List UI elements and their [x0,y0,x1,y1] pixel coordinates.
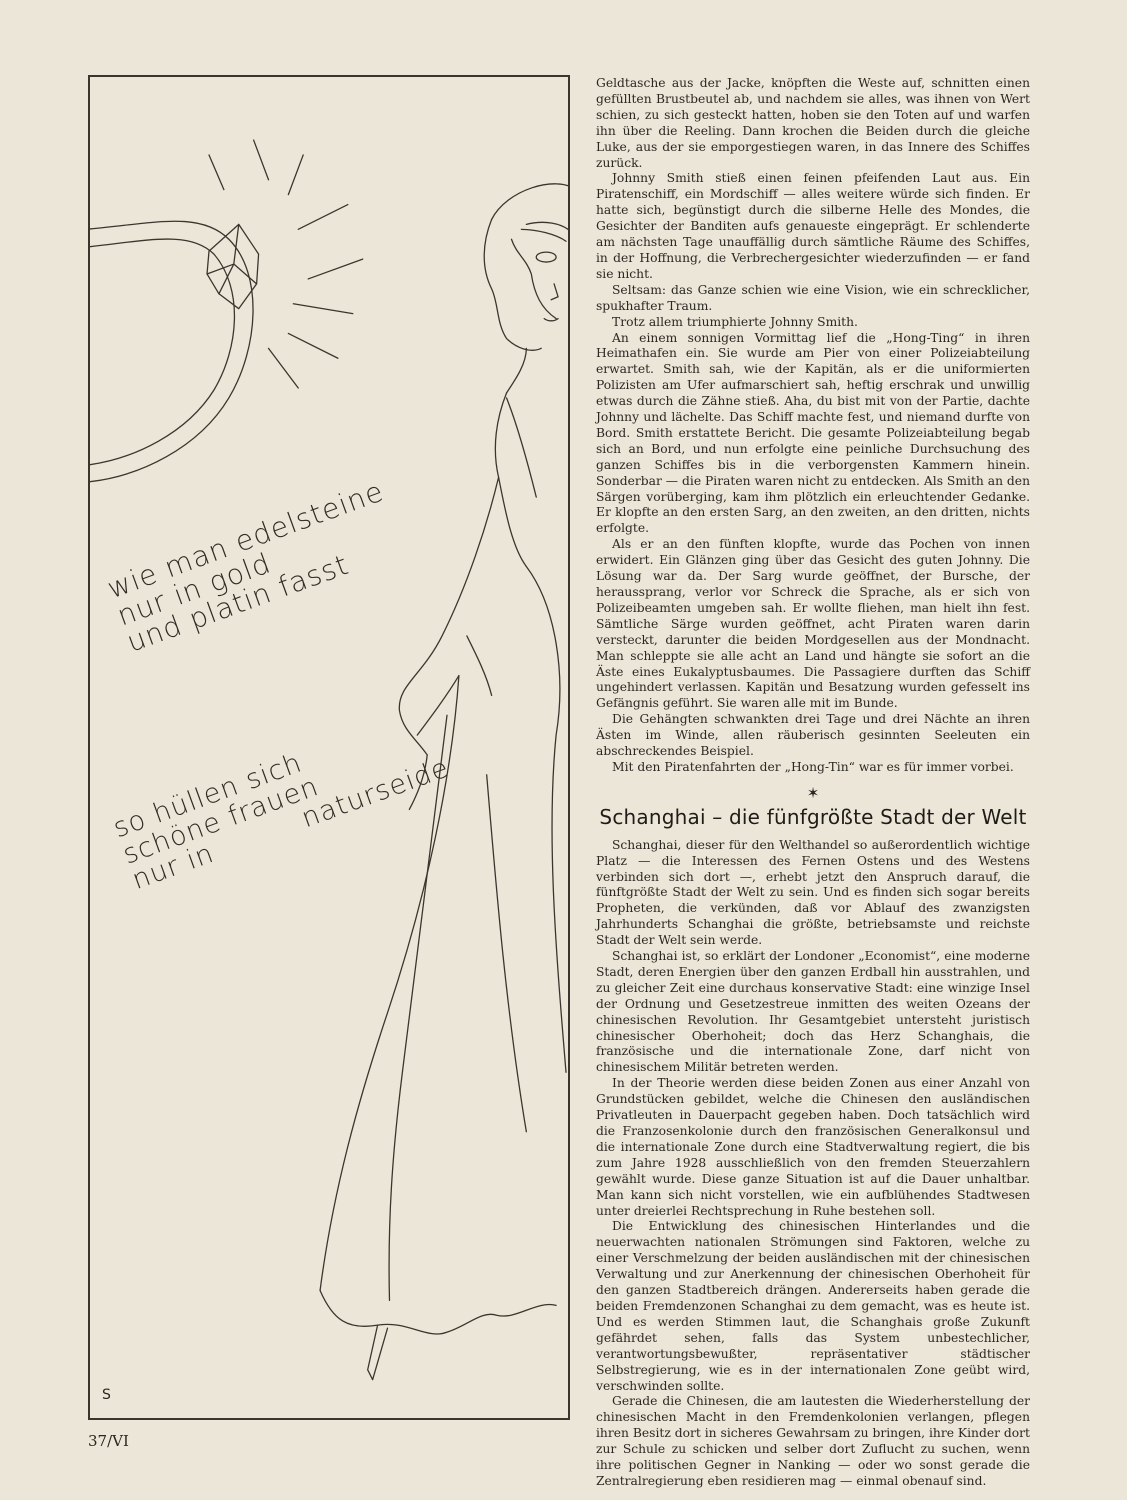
ring-icon [90,221,259,482]
ad-slogan-silk: so hüllen sich schöne frauen nur in naturseide [109,747,454,896]
article-paragraph: Johnny Smith stieß einen feinen pfeifenden Laut aus. Ein Piratenschiff, ein Mordschiff — alles weitere würde sich finden. Er hatte sich, begünstigt durch die silberne Helle des Mondes, die Gesichter der Banditen aufs genaueste eingeprägt. Er schlenderte am nächsten Tage unauffällig durch sämtliche Räume des Schiffes, in der Hoffnung, die Verbrechergesichter wiederzufinden — er fand sie nicht. [596,171,1030,281]
article-paragraph: An einem sonnigen Vormittag lief die „Hong-Ting“ in ihren Heimathafen ein. Sie wurde am Pier von einer Polizeiabteilung erwartet. Smith sah, wie der Kapitän, als er die uniformierten Polizisten am Ufer aufmarschiert sah, heftig erschrak und unwillig etwas durch die Zähne stieß. Aha, du bist mit von der Partie, dachte Johnny und lächelte. Das Schiff machte fest, und niemand durfte von Bord. Smith erstattete Bericht. Die gesamte Polizeiabteilung begab sich an Bord, und nun erfolgte eine peinliche Durchsuchung des ganzen Schiffes bis in die verborgensten Kammern hinein. Sonderbar — die Piraten waren nicht zu entdecken. Als Smith an den Särgen vorüberging, kam ihm plötzlich ein erleuchtender Gedanke. Er klopfte an den ersten Sarg, an den zweiten, an den dritten, nichts erfolgte. [596,330,1030,536]
advertisement-frame [88,75,570,1420]
article-paragraph: Als er an den fünften klopfte, wurde das Pochen von innen erwidert. Ein Glänzen ging über das Gesicht des guten Johnny. Die Lösung war da. Der Sarg wurde geöffnet, der Bursche, der heraussprang, verlor vor Schreck die Sprache, als er sich von Polizeibeamten umgeben sah. Er wollte fliehen, man hielt ihn fest. Sämtliche Särge wurden geöffnet, acht Piraten waren darin versteckt, darunter die beiden Mordgesellen aus der Mondnacht. Man schleppte sie alle acht an Land und hängte sie sofort an die Äste eines Eukalyptusbaumes. Die Passagiere durften das Schiff ungehindert verlassen. Kapitän und Besatzung wurden gefesselt ins Gefängnis geführt. Sie waren alle mit im Bunde. [596,537,1030,711]
article-column [596,76,1030,1490]
page-number: 37/VI [88,1432,129,1450]
article-paragraph: Trotz allem triumphierte Johnny Smith. [612,314,858,329]
section-paragraph: Schanghai, dieser für den Welthandel so außerordentlich wichtige Platz — die Interessen des Fernen Ostens und des Westens verbinden sich dort —, erhebt jetzt den Anspruch darauf, die fünftgrößte Stadt der Welt zu sein. Und es finden sich sogar bereits Propheten, die verkünden, daß vor Ablauf des zwanzigsten Jahrhunderts Schanghai die größte, betriebsamste und reichste Stadt der Welt sein werde. [596,837,1030,948]
article-paragraph: Seltsam: das Ganze schien wie eine Vision, wie ein schrecklicher, spukhafter Traum. [596,282,1030,313]
article-paragraph: Geldtasche aus der Jacke, knöpften die Weste auf, schnitten einen gefüllten Brustbeutel ab, und nachdem sie alles, was ihnen von Wert schien, zu sich gesteckt hatten, hoben sie den Toten auf und warfen ihn über die Reeling. Dann krochen die Beiden durch die gleiche Luke, aus der sie emporgestiegen waren, in das Innere des Schiffes zurück. [596,76,1030,170]
section-title: Schanghai – die fünfgrößte Stadt der Welt [599,804,1027,829]
section-paragraph: Gerade die Chinesen, die am lautesten die Wiederherstellung der chinesischen Macht in den Fremdenkolonien verlangen, pflegen ihren Besitz dort in sicheres Gewahrsam zu bringen, ihre Kinder dort zur Schule zu schicken und selber dort Zuflucht zu suchen, wenn ihre politischen Gegner in Nanking — oder wo sonst gerade die Zentralregierung eben residieren mag — einmal obenauf sind. [596,1394,1030,1488]
article-paragraph: Die Gehängten schwankten drei Tage und drei Nächte an ihren Ästen im Winde, allen räuberisch gesinnten Seeleuten ein abschreckendes Beispiel. [596,712,1030,759]
artist-signature: S [102,1387,111,1403]
section-paragraph: In der Theorie werden diese beiden Zonen aus einer Anzahl von Grundstücken gebildet, welche die Chinesen den ausländischen Privatleuten in Dauerpacht gegeben haben. Doch tatsächlich wird die Franzosenkolonie durch den französischen Generalkonsul und die internationale Zone durch eine Stadtverwaltung regiert, die bis zum Jahre 1928 ausschließlich von den fremden Steuerzahlern gewählt wurde. Diese ganze Situation ist auf die Dauer unhaltbar. Man kann sich nicht vorstellen, wie ein aufblühendes Stadtwesen unter dreierlei Rechtsprechung in Ruhe bestehen soll. [596,1076,1030,1218]
section-paragraph: Die Entwicklung des chinesischen Hinterlandes und die neuerwachten nationalen Strömungen sind Faktoren, welche zu einer Verschmelzung der beiden ausländischen mit der chinesischen Verwaltung und zur Anerkennung der chinesischen Oberhoheit für den ganzen Stadtbereich drängen. Andererseits haben gerade die beiden Fremdenzonen Schanghai zu dem gemacht, was es heute ist. Und es werden Stimmen laut, die Schanghais große Zukunft gefährdet sehen, falls das System unbestechlicher, verantwortungsbewußter, repräsentativer städtischer Selbstregierung, wie es in der internationalen Zone geübt wird, verschwinden sollte. [596,1219,1030,1393]
section-separator-star-icon: ✶ [806,783,820,802]
section-paragraph: Schanghai ist, so erklärt der Londoner „Economist“, eine moderne Stadt, deren Energien über den ganzen Erdball hin ausstrahlen, und zu gleicher Zeit eine durchaus konservative Stadt: eine winzige Insel der Ordnung und Gesetzestreue inmitten des weiten Ozeans der chinesischen Revolution. Ihr Gesamtgebiet untersteht juristisch chinesischer Oberhoheit; doch das Herz Schanghais, die französische und die internationale Zone, darf nicht von chinesischem Militär betreten werden. [596,949,1030,1075]
ad-slogan-gemstones: wie man edelsteine nur in gold und platin fasst [102,474,389,659]
article-paragraph: Mit den Piratenfahrten der „Hong-Tin“ war es für immer vorbei. [612,759,1014,774]
